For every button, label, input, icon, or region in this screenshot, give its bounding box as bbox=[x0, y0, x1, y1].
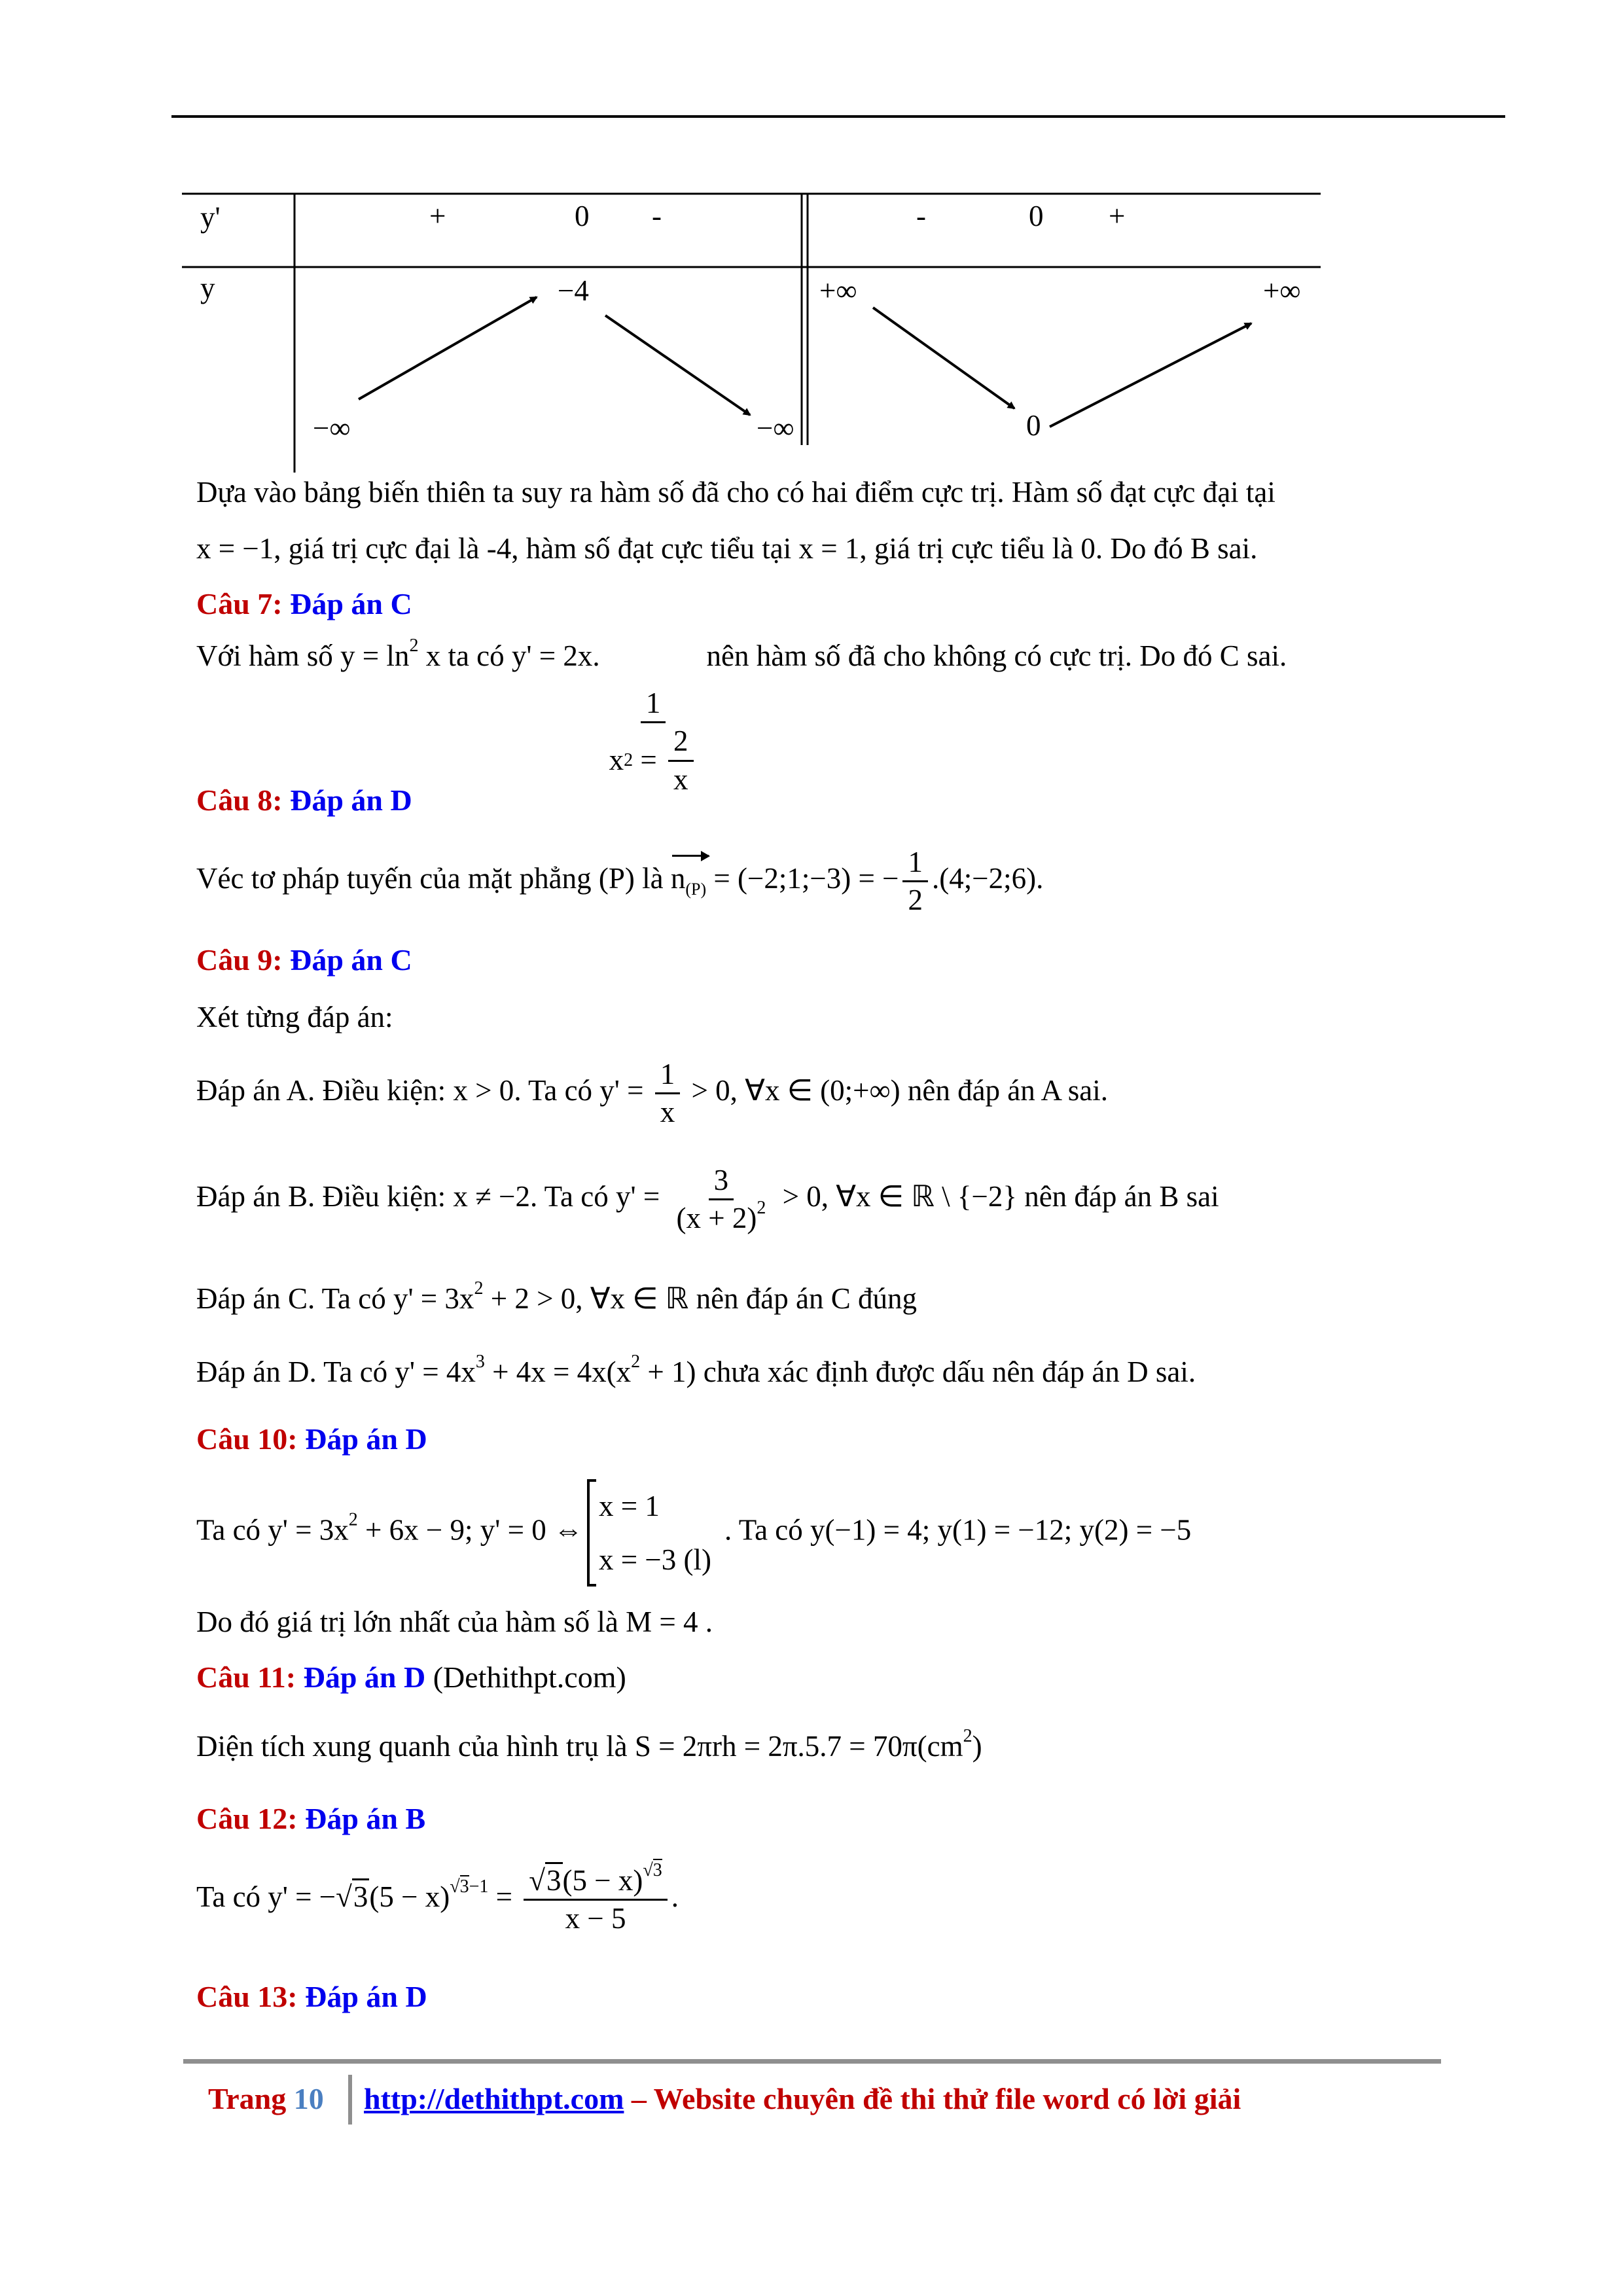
footer-site: http://dethithpt.com – Website chuyên đề thi thử file word có lời giải bbox=[364, 2082, 1241, 2115]
arrow-decreasing-1 bbox=[605, 315, 750, 415]
q11-formula-line: Diện tích xung quanh của hình trụ là $S = 2\pi rh = 2\pi.5.7 = 70\pi(cm^2)$ bbox=[196, 1726, 982, 1763]
q12-heading: Câu 12: Đáp án B bbox=[196, 1802, 426, 1835]
q7-formula-line: Với hàm số $y = \ln^2 x$ ta có y' = 2x. 1 x 2 = $\frac{2}{x}$ nên hàm số đã cho không có cực trị. Do đó C sai. bbox=[196, 636, 1287, 796]
footer-divider bbox=[348, 2075, 352, 2125]
value-cell: +∞ bbox=[1263, 274, 1301, 307]
sign-cell: 0 bbox=[1029, 200, 1044, 232]
value-cell: +∞ bbox=[819, 274, 857, 307]
sign-cell: - bbox=[652, 200, 662, 232]
q9-option-b: Đáp án B. Điều kiện: x ≠ −2. Ta có y' = $\frac{3}{(x + 2)^2}$ > 0, ∀x ∈ ℝ \ {−2} nên đáp án B sai bbox=[196, 1164, 1219, 1235]
q7-heading: Câu 7: Đáp án C bbox=[196, 587, 412, 620]
arrow-decreasing-2 bbox=[873, 308, 1014, 408]
footer-page-number: Trang 10 bbox=[208, 2082, 324, 2115]
value-cell: −∞ bbox=[313, 412, 351, 444]
q9-heading: Câu 9: Đáp án C bbox=[196, 943, 412, 977]
value-cell: 0 bbox=[1026, 409, 1041, 442]
q8-heading: Câu 8: Đáp án D bbox=[196, 783, 412, 817]
q9-option-c: Đáp án C. Ta có $y' = 3x^2 + 2 > 0$, ∀x ∈ ℝ nên đáp án C đúng bbox=[196, 1278, 918, 1315]
q9-option-d: Đáp án D. Ta có $y' = 4x^3 + 4x = 4x(x^2 + 1)$ chưa xác định được dấu nên đáp án D sai. bbox=[196, 1352, 1196, 1388]
q13-heading: Câu 13: Đáp án D bbox=[196, 1980, 427, 2013]
q6-paragraph-line2: x = −1, giá trị cực đại là -4, hàm số đạt cực tiểu tại x = 1, giá trị cực tiểu là 0. Do đó B sai. bbox=[196, 532, 1258, 565]
q10-conclusion: Do đó giá trị lớn nhất của hàm số là M = 4 . bbox=[196, 1605, 713, 1638]
table-row-y-label: y bbox=[200, 272, 215, 304]
sign-cell: 0 bbox=[575, 200, 590, 232]
q8-formula-line: Véc tơ pháp tuyến của mặt phẳng (P) là $n_{(P)}$ = (−2;1;−3) = − $\frac{1}{2}$ .(4;−2;6). bbox=[196, 846, 1044, 917]
q10-heading: Câu 10: Đáp án D bbox=[196, 1422, 427, 1456]
q11-heading: Câu 11: Đáp án D (Dethithpt.com) bbox=[196, 1660, 626, 1694]
sign-cell: - bbox=[916, 200, 926, 232]
q9-option-a: Đáp án A. Điều kiện: x > 0. Ta có y' = $\frac{1}{x}$ > 0, ∀x ∈ (0;+∞) nên đáp án A sai. bbox=[196, 1058, 1109, 1129]
arrow-increasing-2 bbox=[1050, 323, 1251, 427]
arrow-increasing-1 bbox=[359, 297, 537, 399]
q9-intro: Xét từng đáp án: bbox=[196, 1001, 393, 1033]
q12-formula-line: Ta có $y' = -√3(5 - x)^{√3-1}$ = $\frac{√3(5 - x)^{√3}}{x - 5}$ . bbox=[196, 1860, 679, 1935]
table-row-yprime-label: y' bbox=[200, 201, 221, 234]
q7-fraction: 1 x 2 = $\frac{2}{x}$ bbox=[604, 688, 703, 795]
variation-table bbox=[0, 0, 1623, 497]
q6-paragraph-line1: Dựa vào bảng biến thiên ta suy ra hàm số đã cho có hai điểm cực trị. Hàm số đạt cực đại tại bbox=[196, 476, 1275, 509]
value-cell: −4 bbox=[558, 274, 589, 307]
footer-rule bbox=[183, 2059, 1441, 2064]
sign-cell: + bbox=[1109, 200, 1126, 232]
value-cell: −∞ bbox=[757, 412, 794, 444]
q10-system-bracket: x = 1 x = −3 (l) bbox=[587, 1479, 721, 1587]
normal-vector: $n_{(P)}$ bbox=[670, 862, 707, 899]
sign-cell: + bbox=[429, 200, 446, 232]
footer-link[interactable]: http://dethithpt.com bbox=[364, 2082, 624, 2115]
q10-formula-line: Ta có $y' = 3x^2 + 6x - 9$; y' = 0 ⇔ x = 1 x = −3 (l) . Ta có y(−1) = 4; y(1) = −12; y(2) = −5 bbox=[196, 1479, 1191, 1587]
